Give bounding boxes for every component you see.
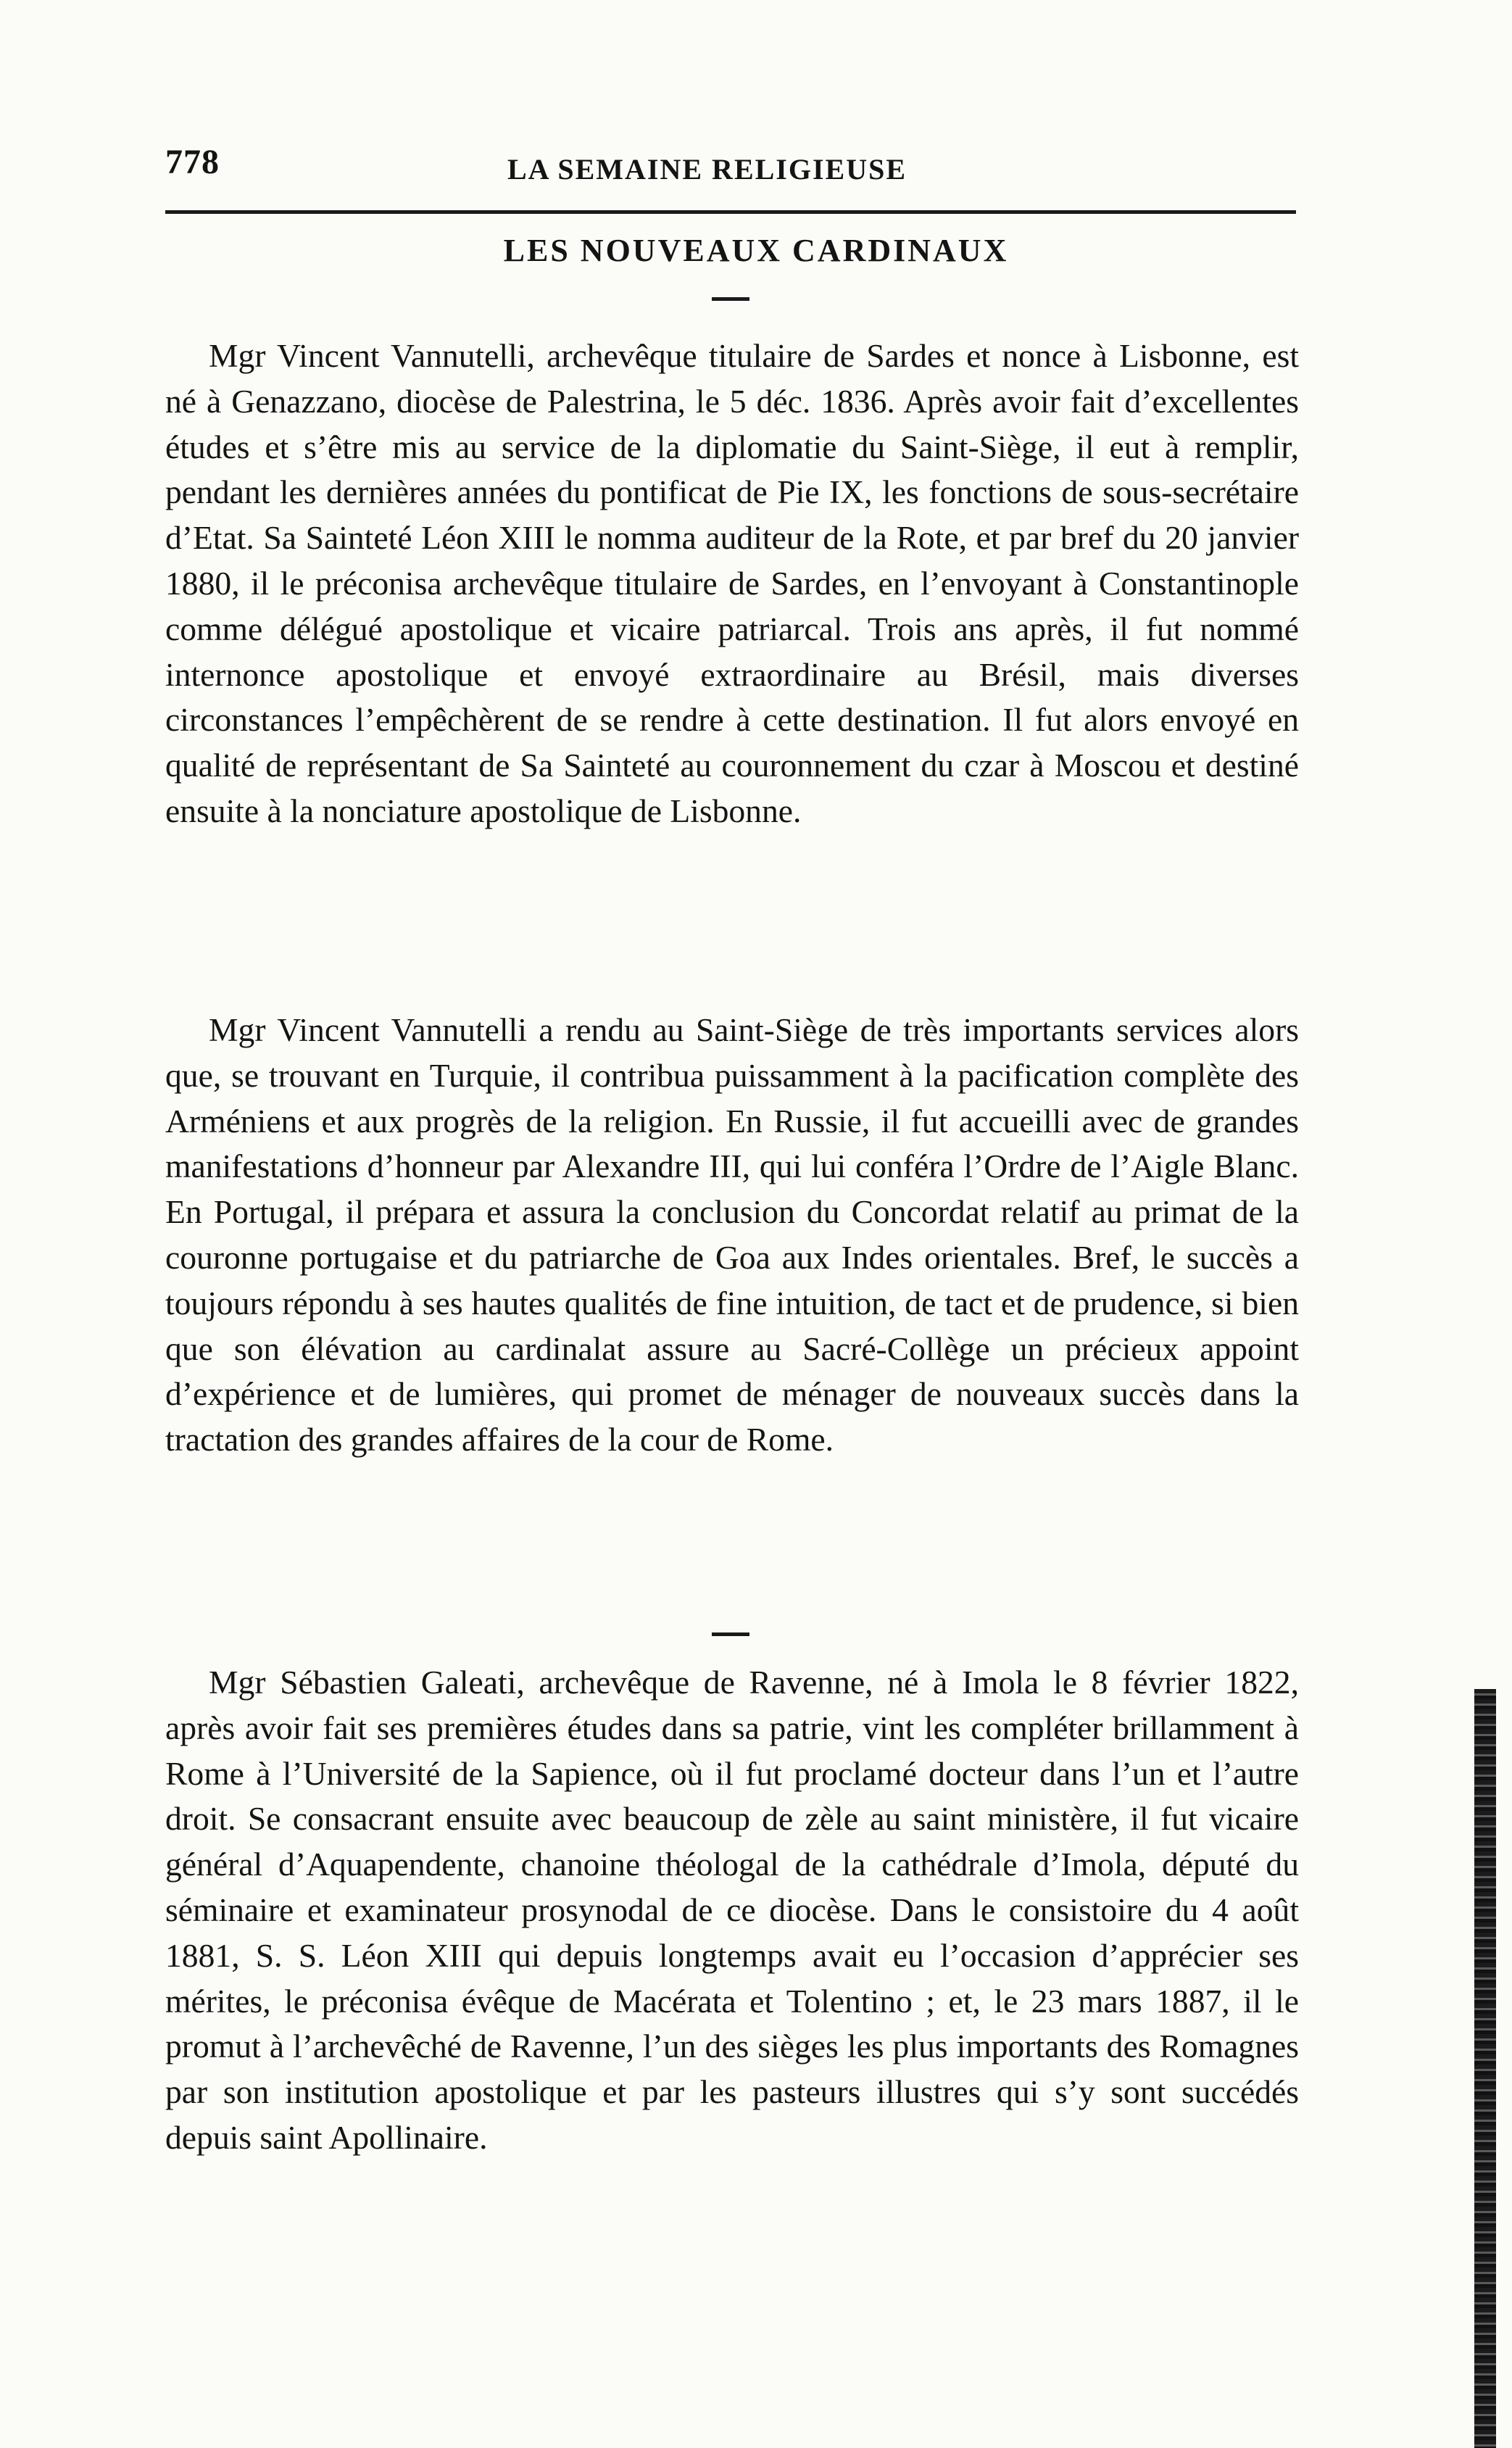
page-number: 778 bbox=[165, 143, 220, 181]
paragraph: Mgr Vincent Vannutelli, archevêque titulaire de Sardes et nonce à Lisbonne, est né à Genazzano, diocèse de Palestrina, le 5 déc. 1836. Après avoir fait d’excellentes études et s’être mis au service de la diplomatie du Saint-Siège, il eut à remplir, pendant les dernières années du pontificat de Pie IX, les fonctions de sous-secrétaire d’Etat. Sa Sainteté Léon XIII le nomma auditeur de la Rote, et par bref du 20 janvier 1880, il le préconisa archevêque titulaire de Sardes, en l’envoyant à Constantinople comme délégué apostolique et vicaire patriarcal. Trois ans après, il fut nommé internonce apostolique et envoyé extraordinaire au Brésil, mais diverses circonstances l’empêchèrent de se rendre à cette destination. Il fut alors envoyé en qualité de représentant de Sa Sainteté au couronnement du czar à Moscou et destiné ensuite à la nonciature apostolique de Lisbonne. bbox=[165, 337, 1299, 829]
article-body-2 bbox=[165, 1008, 1299, 1463]
section-separator bbox=[712, 1632, 749, 1636]
article-body-1 bbox=[165, 333, 1299, 834]
running-title: LA SEMAINE RELIGIEUSE bbox=[507, 153, 907, 186]
scan-edge-artifact bbox=[1474, 1689, 1496, 2448]
title-separator bbox=[712, 297, 749, 301]
article-body-3 bbox=[165, 1660, 1299, 2161]
article-title: LES NOUVEAUX CARDINAUX bbox=[503, 233, 1009, 268]
paragraph: Mgr Vincent Vannutelli a rendu au Saint-Siège de très importants services alors que, se trouvant en Turquie, il contribua puissamment à la pacification complète des Arméniens et aux progrès de la religion. En Russie, il fut accueilli avec de grandes manifestations d’honneur par Alexandre III, qui lui conféra l’Ordre de l’Aigle Blanc. En Portugal, il prépara et assura la conclusion du Concordat relatif au primat de la couronne portugaise et du patriarche de Goa aux Indes orientales. Bref, le succès a toujours répondu à ses hautes qualités de fine intuition, de tact et de prudence, si bien que son élévation au cardinalat assure au Sacré-Collège un précieux appoint d’expérience et de lumières, qui promet de ménager de nouveaux succès dans la tractation des grandes affaires de la cour de Rome. bbox=[165, 1011, 1299, 1459]
paragraph: Mgr Sébastien Galeati, archevêque de Ravenne, né à Imola le 8 février 1822, après avoir fait ses premières études dans sa patrie, vint les compléter brillamment à Rome à l’Université de la Sapience, où il fut proclamé docteur dans l’un et l’autre droit. Se consacrant ensuite avec beaucoup de zèle au saint ministère, il fut vicaire général d’Aquapendente, chanoine théologal de la cathédrale d’Imola, député du séminaire et examinateur prosynodal de ce diocèse. Dans le consistoire du 4 août 1881, S. S. Léon XIII qui depuis longtemps avait eu l’occasion d’apprécier ses mérites, le préconisa évêque de Macérata et Tolentino ; et, le 23 mars 1887, il le promut à l’archevêché de Ravenne, l’un des sièges les plus importants des Romagnes par son institution apostolique et par les pasteurs illustres qui s’y sont succédés depuis saint Apollinaire. bbox=[165, 1664, 1299, 2156]
header-rule bbox=[165, 210, 1296, 214]
